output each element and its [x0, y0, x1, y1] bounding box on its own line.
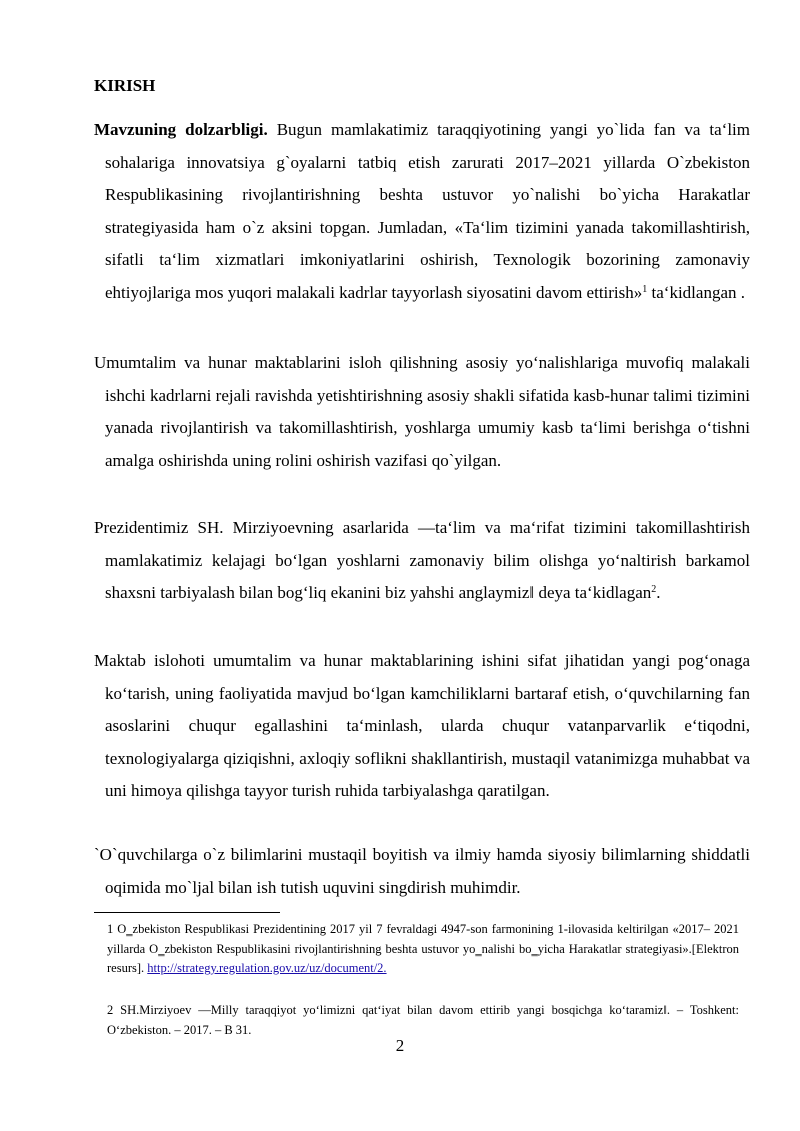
footnote-1 [107, 920, 739, 979]
relevance-lead: Mavzuning dolzarbligi. [94, 120, 268, 139]
page-number: 2 [395, 1036, 405, 1055]
footnote-2: 2 SH.Mirziyoev ―Milly taraqqiyot yo‘limizni qat‘iyat bilan davom ettirib yangi bosqichga ko‘taramiz‖. – Toshkent: O‘zbekiston. – 2017. – B 31. [107, 1003, 739, 1037]
relevance-tail: ta‘kidlangan . [647, 282, 745, 302]
footnote-1-text: 1 O‗zbekiston Respublikasi Prezidentining 2017 yil 7 fevraldagi 4947-son farmonining 1-ilovasida keltirilgan «2017– 2021 yillarda O‗zbekiston Respublikasini rivojlantirishning beshta ustuvor yo‗nalishi bo‗yicha Harakatlar strategiyasi».[Elektron resurs]. [107, 922, 739, 975]
paragraph-students: `O`quvchilarga o`z bilimlarini mustaqil boyitish va ilmiy hamda siyosiy bilimlarning shiddatli oqimida mo`ljal bilan ish tutish uquvini singdirish muhimdir. [94, 845, 750, 897]
paragraph-school-reform: Maktab islohoti umumtalim va hunar maktablarining ishini sifat jihatidan yangi pog‘onaga ko‘tarish, uning faoliyatida mavjud bo‘lgan kamchiliklarni bartaraf etish, o‘quvchilarning fan asoslarini chuqur egallashini ta‘minlash, ularda chuqur vatanparvarlik e‘tiqodni, texnologiyalarga qiziqishni, axloqiy soflikni shakllantirish, mustaqil vatanimizga muhabbat va uni himoya qilishga tayyor turish ruhida tarbiyalashga qaratilgan. [94, 651, 750, 800]
paragraph-president [94, 512, 750, 610]
president-tail: . [656, 583, 661, 602]
paragraph-relevance [94, 114, 750, 309]
relevance-text: Bugun mamlakatimiz taraqqiyotining yangi yo`lida fan va ta‘lim sohalariga innovatsiya g`oyalarni tatbiq etish zarurati 2017–2021 yillarda O`zbekiston Respublikasining rivojlantirishning beshta ustuvor yo`nalishi bo`yicha Harakatlar strategiyasida ham o`z aksini topgan. Jumladan, «Ta‘lim tizimini yanada takomillashtirish, sifatli ta‘lim xizmatlari imkoniyatlarini oshirish, Texnologik bozorining zamonaviy ehtiyojlariga mos yuqori malakali kadrlar tayyorlash siyosatini davom ettirish» [105, 120, 750, 302]
president-text: Prezidentimiz SH. Mirziyoevning asarlarida ―ta‘lim va ma‘rifat tizimini takomillashtirish mamlakatimiz kelajagi bo‘lgan yoshlarni zamonaviy bilim olishga yo‘naltirish barkamol shaxsni tarbiyalash bilan bog‘liq ekanini biz yahshi anglaymiz‖ deya ta‘kidlagan [94, 518, 750, 602]
paragraph-reform: Umumtalim va hunar maktablarini isloh qilishning asosiy yo‘nalishlariga muvofiq malakali ishchi kadrlarni rejali ravishda yetishtirishning asosiy shakli sifatida kasb-hunar talimi tizimini yanada rivojlantirish va takomillashtirish, yoshlarga umumiy kasb ta‘limi berishga o‘tishni amalga oshirishda uning rolini oshirish vazifasi qo`yilgan. [94, 353, 750, 470]
footnote-1-link[interactable]: http://strategy.regulation.gov.uz/uz/document/2. [147, 961, 387, 975]
footnote-divider [94, 912, 280, 913]
section-heading: KIRISH [94, 76, 156, 95]
footnote-ref-2[interactable]: 2 [651, 584, 657, 595]
footnote-ref-1[interactable]: 1 [642, 283, 648, 295]
